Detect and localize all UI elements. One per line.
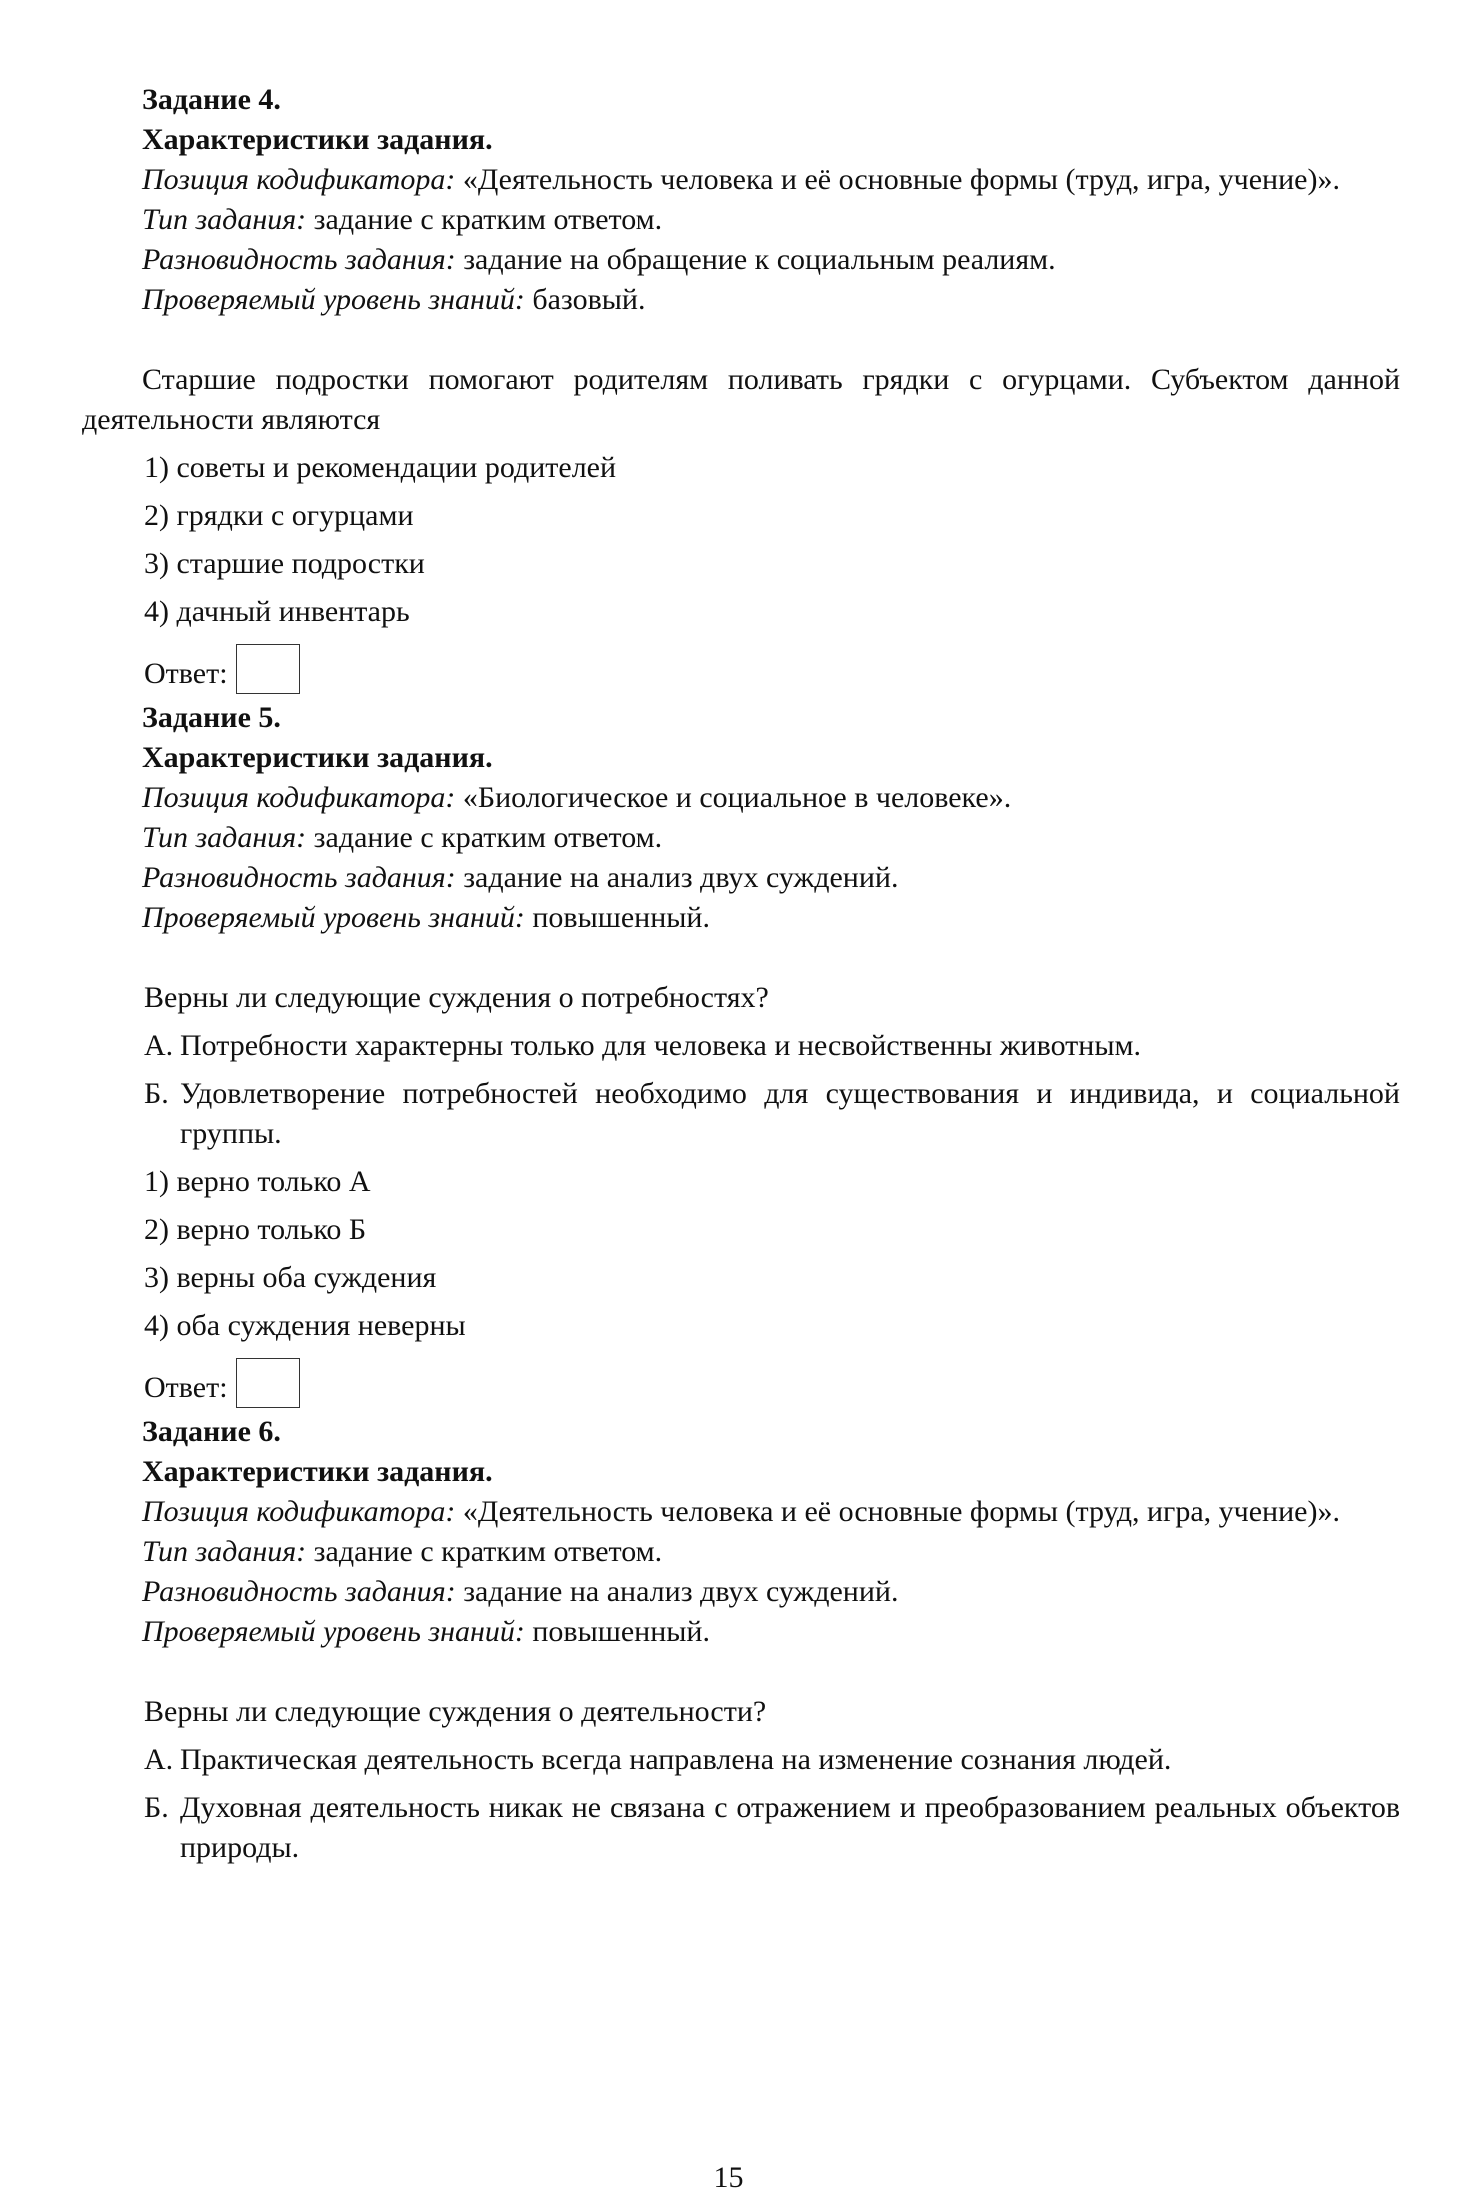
answer-label: Ответ:: [144, 1371, 228, 1404]
knowledge-level: [82, 1612, 1400, 1652]
task-type-value: задание с кратким ответом.: [313, 821, 663, 854]
codifier-position-label: Позиция кодификатора:: [142, 1495, 456, 1528]
codifier-position-value: «Деятельность человека и её основные формы (труд, игра, учение)».: [462, 163, 1340, 196]
task-type: [82, 818, 1400, 858]
statement-key: А.: [144, 1029, 174, 1062]
question-text: Старшие подростки помогают родителям поливать грядки с огурцами. Субъектом данной деятельности являются: [82, 363, 1400, 436]
question-text: Верны ли следующие суждения о деятельности?: [144, 1695, 767, 1728]
statement-text: Удовлетворение потребностей необходимо для существования и индивида, и социальной группы.: [180, 1077, 1400, 1150]
codifier-position: [82, 778, 1400, 818]
codifier-position: [82, 1492, 1400, 1532]
knowledge-level-value: базовый.: [532, 283, 646, 316]
knowledge-level-label: Проверяемый уровень знаний:: [142, 283, 525, 316]
statement-a: [82, 1740, 1400, 1780]
knowledge-level-value: повышенный.: [532, 901, 710, 934]
answer-option: 3) верны оба суждения: [144, 1261, 437, 1294]
knowledge-level: [82, 898, 1400, 938]
answer-option: 1) советы и рекомендации родителей: [144, 451, 617, 484]
task-variety-label: Разновидность задания:: [142, 243, 456, 276]
answer-row: [82, 640, 1400, 694]
task-type-label: Тип задания:: [142, 1535, 307, 1568]
answer-box[interactable]: [236, 644, 300, 694]
codifier-position-value: «Биологическое и социальное в человеке».: [462, 781, 1012, 814]
statement-text: Потребности характерны только для человека и несвойственны животным.: [180, 1029, 1141, 1062]
knowledge-level-label: Проверяемый уровень знаний:: [142, 1615, 525, 1648]
codifier-position-label: Позиция кодификатора:: [142, 163, 456, 196]
answer-row: [82, 1354, 1400, 1408]
answer-option: 2) грядки с огурцами: [144, 499, 414, 532]
statement-text: Духовная деятельность никак не связана с отражением и преобразованием реальных объектов природы.: [180, 1791, 1400, 1864]
task-5: [82, 698, 1400, 1408]
task-variety-value: задание на анализ двух суждений.: [463, 861, 899, 894]
task-characteristics-heading: Характеристики задания.: [142, 1455, 493, 1488]
document-page: [82, 80, 1400, 1876]
task-variety-value: задание на обращение к социальным реалиям.: [463, 243, 1056, 276]
task-title: Задание 5.: [142, 701, 281, 734]
task-type-value: задание с кратким ответом.: [313, 1535, 663, 1568]
knowledge-level-value: повышенный.: [532, 1615, 710, 1648]
answer-option: 4) дачный инвентарь: [144, 595, 410, 628]
task-characteristics-heading: Характеристики задания.: [142, 741, 493, 774]
task-4: [82, 80, 1400, 694]
task-6: [82, 1412, 1400, 1868]
statement-text: Практическая деятельность всегда направлена на изменение сознания людей.: [180, 1743, 1172, 1776]
answer-option: 4) оба суждения неверны: [144, 1309, 466, 1342]
task-variety-label: Разновидность задания:: [142, 1575, 456, 1608]
task-characteristics-heading: Характеристики задания.: [142, 123, 493, 156]
answer-option: 3) старшие подростки: [144, 547, 425, 580]
knowledge-level: [82, 280, 1400, 320]
page-number: 15: [713, 2161, 744, 2194]
task-type: [82, 200, 1400, 240]
task-type-label: Тип задания:: [142, 203, 307, 236]
task-type: [82, 1532, 1400, 1572]
task-title: Задание 4.: [142, 83, 281, 116]
task-type-value: задание с кратким ответом.: [313, 203, 663, 236]
codifier-position-value: «Деятельность человека и её основные формы (труд, игра, учение)».: [462, 1495, 1340, 1528]
task-variety: [82, 858, 1400, 898]
task-variety: [82, 1572, 1400, 1612]
answer-label: Ответ:: [144, 657, 228, 690]
task-variety: [82, 240, 1400, 280]
task-type-label: Тип задания:: [142, 821, 307, 854]
answer-option: 2) верно только Б: [144, 1213, 367, 1246]
task-title: Задание 6.: [142, 1415, 281, 1448]
knowledge-level-label: Проверяемый уровень знаний:: [142, 901, 525, 934]
question-text: Верны ли следующие суждения о потребностях?: [144, 981, 769, 1014]
statement-b: [82, 1074, 1400, 1154]
answer-option: 1) верно только А: [144, 1165, 371, 1198]
codifier-position-label: Позиция кодификатора:: [142, 781, 456, 814]
statement-b: [82, 1788, 1400, 1868]
statement-key: Б.: [144, 1077, 169, 1110]
answer-box[interactable]: [236, 1358, 300, 1408]
task-variety-label: Разновидность задания:: [142, 861, 456, 894]
statement-a: [82, 1026, 1400, 1066]
codifier-position: [82, 160, 1400, 200]
statement-key: А.: [144, 1743, 174, 1776]
statement-key: Б.: [144, 1791, 169, 1824]
task-variety-value: задание на анализ двух суждений.: [463, 1575, 899, 1608]
